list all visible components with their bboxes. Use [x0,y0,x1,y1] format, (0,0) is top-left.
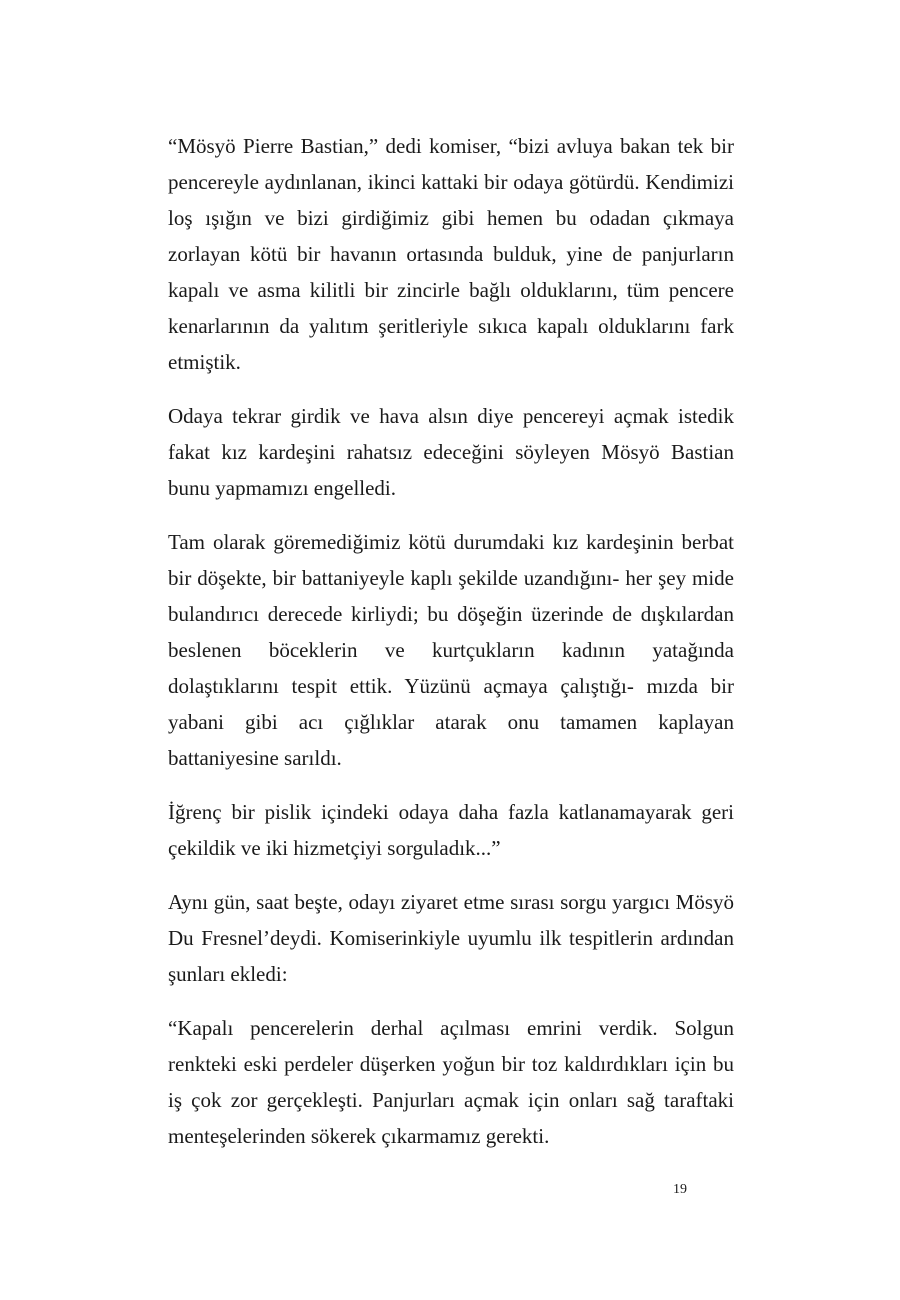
paragraph-4: İğrenç bir pislik içindeki odaya daha fazla katlanamayarak geri çekildik ve iki hizmetçiyi sorguladık...” [168,800,734,860]
page-number: 19 [673,1182,687,1197]
paragraph-6: “Kapalı pencerelerin derhal açılması emrini verdik. Solgun renkteki eski perdeler düşerken yoğun bir toz kaldırdıkları için bu iş çok zor gerçekleşti. Panjurları açmak için onları sağ taraftaki menteşelerinden sökerek çıkarmamız gerekti. [168,1016,734,1148]
paragraph-1: “Mösyö Pierre Bastian,” dedi komiser, “bizi avluya bakan tek bir pencereyle aydınlanan, ikinci kattaki bir odaya götürdü. Kendimizi loş ışığın ve bizi girdiğimiz gibi hemen bu odadan çıkmaya zorlayan kötü bir havanın ortasında bulduk, yine de panjurların kapalı ve asma kilitli bir zincirle bağlı olduklarını, tüm pencere kenarlarının da yalıtım şeritleriyle sıkıca kapalı olduklarını fark etmiştik. [168,134,734,374]
paragraph-3: Tam olarak göremediğimiz kötü durumdaki kız kardeşinin berbat bir döşekte, bir battaniyeyle kaplı şekilde uzandığını- her şey mide bulandırıcı derecede kirliydi; bu döşeğin üzerinde de dışkılardan beslenen böceklerin ve kurtçukların kadının yatağında dolaştıklarını tespit ettik. Yüzünü açmaya çalıştığı- mızda bir yabani gibi acı çığlıklar atarak onu tamamen kaplayan battaniyesine sarıldı. [168,530,734,770]
paragraph-2: Odaya tekrar girdik ve hava alsın diye pencereyi açmak istedik fakat kız kardeşini rahatsız edeceğini söyleyen Mösyö Bastian bunu yapmamızı engelledi. [168,404,734,500]
paragraph-5: Aynı gün, saat beşte, odayı ziyaret etme sırası sorgu yargıcı Mösyö Du Fresnel’deydi. Komiserinkiyle uyumlu ilk tespitlerin ardından şunları ekledi: [168,890,734,986]
body-text [168,128,734,1172]
